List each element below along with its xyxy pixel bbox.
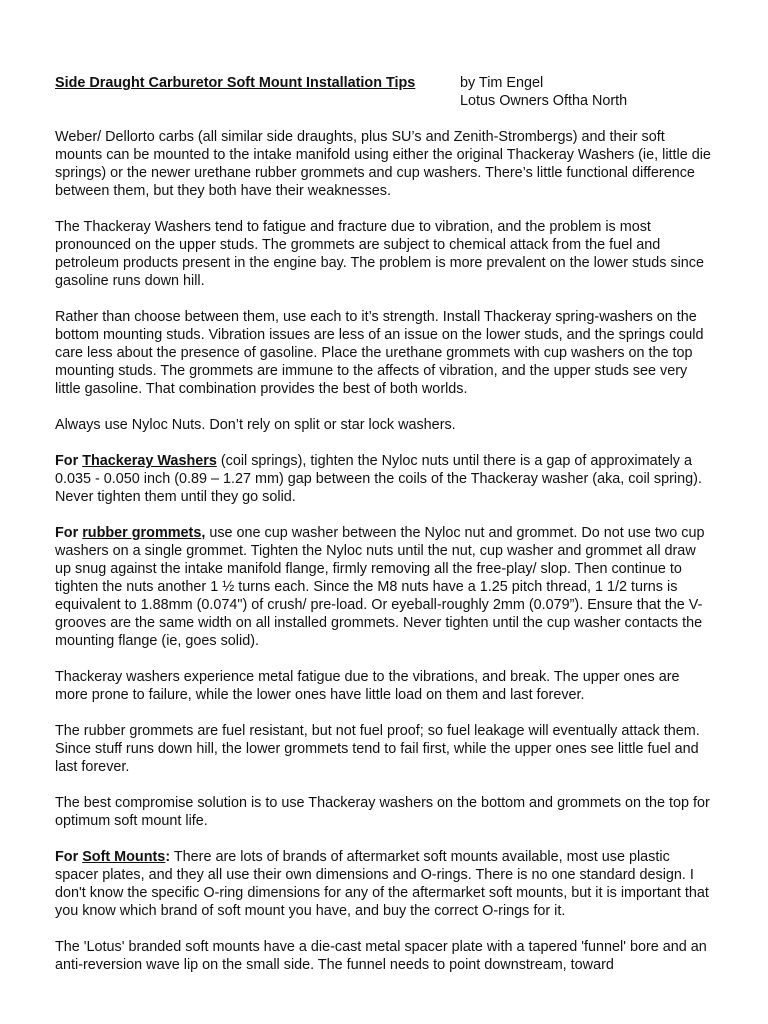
lead-term-soft-mounts: Soft Mounts (82, 849, 166, 865)
lead-for: For (55, 453, 83, 469)
paragraph-lotus-soft-mounts: The 'Lotus' branded soft mounts have a die-cast metal spacer plate with a tapered 'funnel' bore and an anti-reversion wave lip on the small side. The funnel needs to point downstream, toward (55, 939, 707, 973)
lead-colon: : (165, 849, 171, 865)
lead-comma: , (201, 525, 206, 541)
organization: Lotus Owners Oftha North (460, 93, 628, 109)
lead-term-grommets: rubber grommets (82, 525, 202, 541)
document-title: Side Draught Carburetor Soft Mount Installation Tips (55, 75, 416, 91)
paragraph-weaknesses: The Thackeray Washers tend to fatigue and fracture due to vibration, and the problem is most pronounced on the upper studs. The grommets are subject to chemical attack from the fuel and petroleum products present in the engine bay. The problem is more prevalent on the lower studs since gasoline runs down hill. (55, 219, 705, 289)
paragraph-metal-fatigue: Thackeray washers experience metal fatigue due to the vibrations, and break. The upper ones are more prone to failure, while the lower ones have little load on them and last forever. (55, 669, 680, 703)
paragraph-body: (coil springs), tighten the Nyloc nuts until there is a gap of approximately a 0.035 - 0.050 inch (0.89 – 1.27 mm) gap between the coils of the Thackeray washer (aka, coil spring). Never tighten them until they go solid. (55, 453, 702, 505)
paragraph-fuel-resistance: The rubber grommets are fuel resistant, but not fuel proof; so fuel leakage will eventually attack them. Since stuff runs down hill, the lower grommets tend to fail first, while the upper ones see little fuel and last forever. (55, 723, 700, 775)
paragraph-strategy: Rather than choose between them, use each to it’s strength. Install Thackeray spring-washers on the bottom mounting studs. Vibration issues are less of an issue on the lower studs, and the springs could care less about the presence of gasoline. Place the urethane grommets with cup washers on the top mounting studs. The grommets are immune to the affects of vibration, and the upper studs see very little gasoline. That combination provides the best of both worlds. (55, 309, 704, 397)
paragraph-intro: Weber/ Dellorto carbs (all similar side draughts, plus SU’s and Zenith-Strombergs) and their soft mounts can be mounted to the intake manifold using either the original Thackeray Washers (ie, little die springs) or the newer urethane rubber grommets and cup washers. There’s little functional difference between them, but they both have their weaknesses. (55, 129, 711, 199)
lead-for: For (55, 525, 83, 541)
document-header (55, 74, 715, 110)
byline (460, 74, 627, 110)
author: by Tim Engel (460, 75, 544, 91)
lead-for: For (55, 849, 83, 865)
lead-term-thackeray: Thackeray Washers (82, 453, 217, 469)
paragraph-body: There are lots of brands of aftermarket soft mounts available, most use plastic spacer plates, and they all use their own dimensions and O-rings. There is no one standard design. I don't know the specific O-ring dimensions for any of the aftermarket soft mounts, but it is important that you know which brand of soft mount you have, and buy the correct O-rings for it. (55, 849, 709, 919)
document-page (55, 74, 715, 992)
paragraph-nyloc: Always use Nyloc Nuts. Don’t rely on split or star lock washers. (55, 417, 456, 433)
paragraph-soft-mounts (55, 848, 715, 920)
paragraph-rubber-grommets (55, 524, 715, 650)
paragraph-body: use one cup washer between the Nyloc nut and grommet. Do not use two cup washers on a single grommet. Tighten the Nyloc nuts until the nut, cup washer and grommet all draw up snug against the intake manifold flange, firmly removing all the free-play/ slop. Then continue to tighten the nuts another 1 ½ turns each. Since the M8 nuts have a 1.25 pitch thread, 1 1/2 turns is equivalent to 1.88mm (0.074") of crush/ pre-load. Or eyeball-roughly 2mm (0.079”). Ensure that the V-grooves are the same width on all installed grommets. Never tighten until the cup washer contacts the mounting flange (ie, goes solid). (55, 525, 705, 649)
paragraph-compromise: The best compromise solution is to use Thackeray washers on the bottom and grommets on the top for optimum soft mount life. (55, 795, 710, 829)
paragraph-thackeray-washers (55, 452, 715, 506)
